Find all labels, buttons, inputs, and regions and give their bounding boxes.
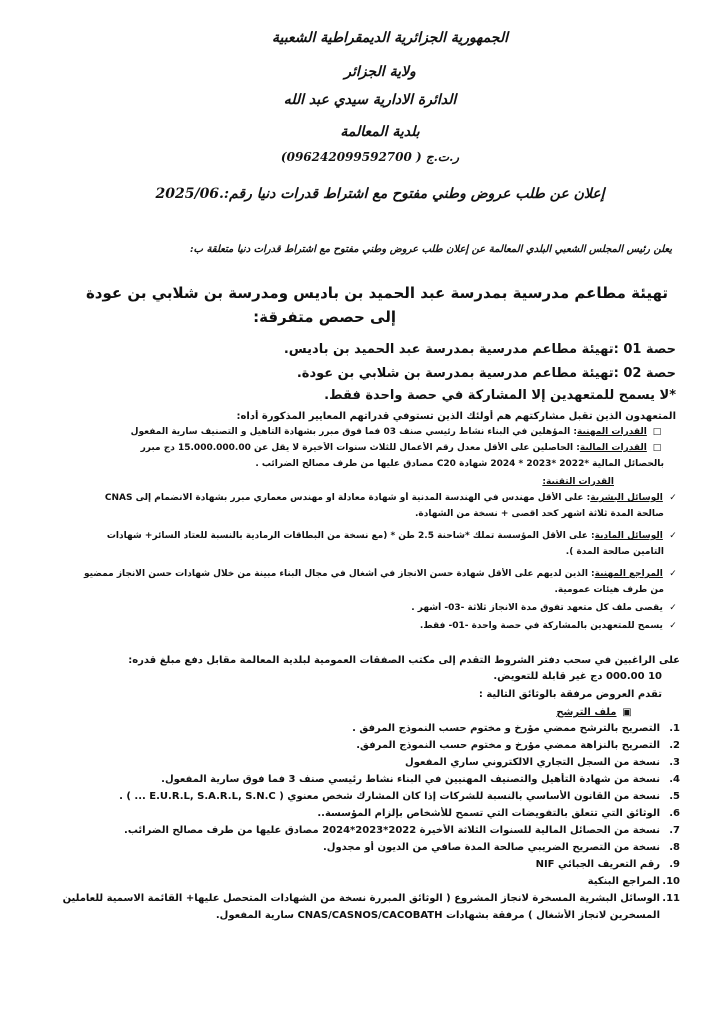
- list-item: 2.التصريح بالنزاهة ممضي مؤرخ و مختوم حسب النموذج المرفق.: [356, 740, 680, 751]
- list-item: 9.رقم التعريف الجبائي NIF: [535, 859, 680, 870]
- checkmark-icon: ✓: [669, 603, 677, 613]
- list-item: 6.الوثائق التي تتعلق بالتفويضات التي تسمح للأشخاص بإلزام المؤسسة..: [317, 808, 680, 819]
- financial-label: القدرات المالية: [579, 443, 647, 453]
- square-bullet-icon: ▣: [622, 707, 632, 718]
- list-item: 11.الوسائل البشرية المسخرة لانجاز المشروع ( الوثائق المبررة نسخة من الشهادات المتحصل عليها+ القائمة الاسمية للعاملين: [62, 893, 680, 904]
- main-title-continued: إلى حصص متفرقة:: [253, 308, 396, 326]
- intro-text: يعلن رئيس المجلس الشعبي البلدي المعالمة عن إعلان طلب عروض وطني مفتوح مع اشتراط قدرات دنيا متعلقة ب:: [189, 244, 672, 255]
- lot-1: حصة 01 :تهيئة مطاعم مدرسية بمدرسة عبد الحميد بن باديس.: [283, 342, 676, 357]
- documents-list: [40, 722, 680, 926]
- references-label: المراجع المهنية: [594, 569, 663, 579]
- list-item: المسخرين لانجاز الأشغال ) مرفقة بشهادات CNAS/CASNOS/CACOBATH سارية المفعول.: [215, 910, 660, 921]
- eligibility-text: المتعهدون الذين تقبل مشاركتهم هم أولئك الذين تستوفي قدراتهم المعايير المذكورة أداه:: [236, 411, 676, 422]
- criteria-one-lot: [40, 620, 680, 632]
- human-text-continued: صالحة المدة ثلاثة اشهر كحد اقصى + نسخة من الشهادة.: [415, 509, 664, 519]
- republic-title: الجمهورية الجزائرية الديمقراطية الشعبية: [271, 30, 508, 46]
- withdrawal-amount: 10 000.00 دج غير قابلة للتعويض.: [493, 671, 662, 682]
- lot-2: حصة 02 :تهيئة مطاعم مدرسية بمدرسة بن شلابي بن عودة.: [296, 366, 676, 381]
- professional-label: القدرات المهنية: [577, 427, 647, 437]
- checkmark-icon: ✓: [669, 621, 677, 631]
- square-bullet-icon: □: [652, 443, 662, 453]
- list-item: 5.نسخة من القانون الأساسي بالنسبة للشركات إذا كان المشارك شخص معنوي ( E.U.R.L, S.A.R.L, S.N.C ... ) .: [119, 791, 680, 802]
- criteria-duration: [40, 602, 680, 614]
- withdrawal-text: على الراغبين في سحب دفتر الشروط التقدم إلى مكتب الصفقات العمومية لبلدية المعالمة مقابل دفع مبلغ قدره:: [128, 655, 680, 666]
- financial-text-continued: بالحصائل المالية *2022 *2023 * 2024 شهادة C20 مصادق عليها من طرف مصالح الضرائب .: [255, 459, 664, 469]
- checkmark-icon: ✓: [669, 493, 677, 503]
- list-item: 7.نسخة من الحصائل المالية للسنوات الثلاثة الأخيرة 2022*2023*2024 مصادق عليها من طرف مصالح الضرائب.: [124, 825, 680, 836]
- notice-title: إعلان عن طلب عروض وطني مفتوح مع اشتراط قدرات دنيا رقم:.2025/06: [155, 186, 605, 202]
- one-lot-text: يسمح للمتعهدين بالمشاركة في حصة واحدة -01- فقط.: [419, 621, 663, 631]
- daira-title: الدائرة الادارية سيدي عبد الله: [283, 92, 457, 108]
- list-item: 3.نسخة من السجل التجاري الالكتروني ساري المفعول: [405, 757, 680, 768]
- duration-text: يقصى ملف كل متعهد تفوق مدة الانجاز ثلاثة -03- أشهر .: [411, 603, 663, 613]
- rtj-number: ر.ت.ج ( 096242099592700): [280, 150, 460, 164]
- references-text-continued: من طرف هيئات عمومية.: [554, 585, 664, 595]
- criteria-references: [40, 568, 680, 580]
- references-text: : الذين لديهم على الأقل شهادة حسن الانجاز في أشغال في مجال البناء مبينة من خلال شهادات حسن الانجاز ممضيو: [83, 569, 595, 579]
- professional-text: : المؤهلين في البناء نشاط رئيسي صنف 03 فما فوق مبرر بشهادة التاهيل و التصنيف سارية المفعول: [130, 427, 578, 437]
- candidacy-heading: [40, 706, 634, 719]
- material-text-continued: التامين صالحة المدة ).: [565, 547, 664, 557]
- human-text: : على الأقل مهندس في الهندسة المدنية أو شهادة معادلة او مهندس معماري مبرر بشهادة الانضمام إلى CNAS: [104, 493, 591, 503]
- candidacy-title: ملف الترشح: [556, 707, 617, 718]
- main-title: تهيئة مطاعم مدرسية بمدرسة عبد الحميد بن باديس ومدرسة بن شلابي بن عودة: [85, 284, 668, 302]
- list-item: 8.نسخة من التصريح الضريبي صالحة المدة صافي من الديون أو مجدول.: [322, 842, 680, 853]
- single-lot-note: *لا يسمح للمتعهدين إلا المشاركة في حصة واحدة فقط.: [324, 388, 676, 403]
- checkmark-icon: ✓: [669, 531, 677, 541]
- checkmark-icon: ✓: [669, 569, 677, 579]
- offers-intro: تقدم العروض مرفقة بالوثائق التالية :: [478, 689, 662, 700]
- criteria-professional: [40, 426, 664, 438]
- material-text: : على الأقل المؤسسة تملك *شاحنة 2.5 طن * (مع نسخة من البطاقات الرمادية بالنسبة للعتاد السائر+ شهادات: [106, 531, 595, 541]
- material-label: الوسائل المادية: [594, 531, 663, 541]
- list-item: 1.التصريح بالترشح ممضي مؤرخ و مختوم حسب النموذج المرفق .: [352, 723, 680, 734]
- criteria-material: [40, 530, 680, 542]
- technical-label: القدرات التقنية:: [542, 477, 614, 487]
- criteria-financial: [40, 442, 664, 454]
- financial-text: : الحاصلين على الأقل معدل رقم الأعمال للثلاث سنوات الأخيرة لا يقل عن 15.000.000.00 دج مبرر: [140, 443, 580, 453]
- human-label: الوسائل البشرية: [590, 493, 663, 503]
- wilaya-title: ولاية الجزائر: [344, 64, 416, 80]
- square-bullet-icon: □: [652, 427, 662, 437]
- commune-title: بلدية المعالمة: [340, 124, 420, 140]
- criteria-human: [40, 492, 680, 504]
- list-item: 10.المراجع البنكية: [587, 876, 680, 887]
- list-item: 4.نسخة من شهادة التأهيل والتصنيف المهنيين في البناء نشاط رئيسي صنف 3 فما فوق سارية المفعول.: [161, 774, 680, 785]
